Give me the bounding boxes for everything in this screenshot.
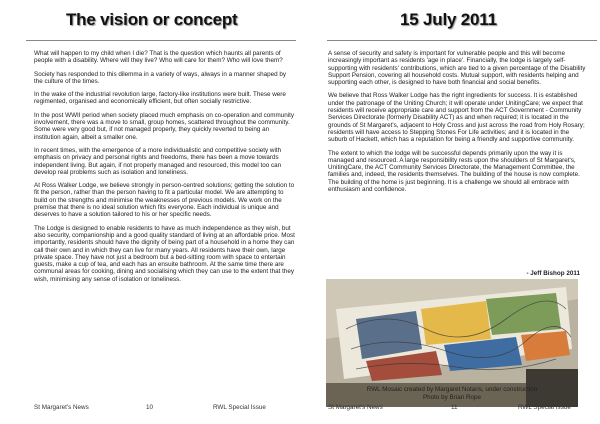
footer-page-number: 11	[451, 404, 458, 411]
article-column	[328, 50, 590, 199]
paragraph: The extent to which the lodge will be successful depends primarily upon the way it is managed and resourced. A large responsibility rests upon the shoulders of St Margaret's, UnitingCare, the ACT Community Services Directorate, the Management Committee, the families and, indeed, the residents themselves. The building of the house is now complete. The building of the home is just beginning. It is a challenge we should all embrace with enthusiasm and confidence.	[328, 149, 580, 194]
photo-caption	[326, 386, 578, 402]
footer-page-number: 10	[146, 404, 154, 411]
caption-credit: Photo by Brian Rope	[422, 394, 482, 401]
right-page	[300, 0, 600, 424]
footer-publication: St Margaret's News	[34, 404, 89, 411]
paragraph: Society has responded to this dilemma in a variety of ways, always in a manner shaped by the culture of the times.	[34, 70, 287, 85]
author-signature: - Jeff Bishop 2011	[526, 270, 580, 277]
page-date: 15 July 2011	[400, 10, 497, 29]
footer-issue: RWL Special Issue	[213, 404, 266, 411]
caption-line: RWL Mosaic created by Margaret Notaris, under construction	[366, 386, 538, 393]
article-column	[34, 50, 296, 289]
paragraph: At Ross Walker Lodge, we believe strongly in person-centred solutions; getting the solution to fit the person, rather than the person having to fit a particular model. We are attempting to build on the strengths and minimise the weaknesses of previous models. We work on the premise that there is no ideal solution which fits everyone. Each individual is unique and deserves to have a solution tailored to his or her specific needs.	[34, 182, 295, 219]
paragraph: In the wake of the industrial revolution large, factory-like institutions were built. These were regimented, organised and economically efficient, but often socially restrictive.	[34, 91, 286, 106]
title-divider	[327, 40, 597, 41]
footer-issue: RWL Special Issue	[518, 404, 571, 411]
title-divider	[26, 40, 296, 41]
paragraph: What will happen to my child when I die? That is the question which haunts all parents of people with a disability. Where will they live? Who will care for them? Who will love them?	[34, 50, 283, 65]
footer-publication: St Margaret's News	[328, 404, 383, 411]
paragraph: In the post WWII period when society placed much emphasis on co-operation and community involvement, there was a move to small, group homes, scattered throughout the community. Some were very good but, if not managed properly, they quickly reverted to being an institution again, albeit a smaller one.	[34, 111, 295, 141]
paragraph: In recent times, with the emergence of a more individualistic and competitive society with emphasis on privacy and personal rights and freedoms, there has been a move towards independent living. But again, if not properly managed and resourced, this model too can develop real problems such as isolation and loneliness.	[34, 146, 282, 176]
paragraph: We believe that Ross Walker Lodge has the right ingredients for success. It is established under the patronage of the Uniting Church; it will operate under UnitingCare; we expect that residents will receive appropriate care and support from the ACT Government - Community Services Directorate (formerly Disability ACT) as and when required; it is located in the grounds of St Margaret's, adjacent to Holy Cross and just across the road from Holy Rosary; residents will have access to Stepping Stones For Life activities; and it is located in the suburb of Hackett, which has a reputation for being a friendly and supportive community.	[328, 92, 585, 144]
paragraph: The Lodge is designed to enable residents to have as much independence as they wish, but also security, companionship and a good quality standard of living at an affordable price. Most importantly, residents should have the dignity of being part of a household in a home they can call their own and in which they can live for many years. All residents have their own, large private space. They have not just a bedroom but a bed-sitting room with space to entertain guests, make a cup of tea, and each has an ensuite bathroom. At the same time there are communal areas for cooking, dining and socialising which they can use to the extent that they wish, minimising any sense of isolation or loneliness.	[34, 224, 295, 283]
paragraph: A sense of security and safety is important for vulnerable people and this will become increasingly important as residents 'age in place'. Financially, the lodge is largely self-supporting with residents' contributions, which are tied to a given percentage of the Disability Support Pension, covering all household costs. Mutual support, with residents helping and supporting each other, is designed to have both financial and social benefits.	[328, 50, 586, 87]
page-title: The vision or concept	[66, 10, 238, 29]
